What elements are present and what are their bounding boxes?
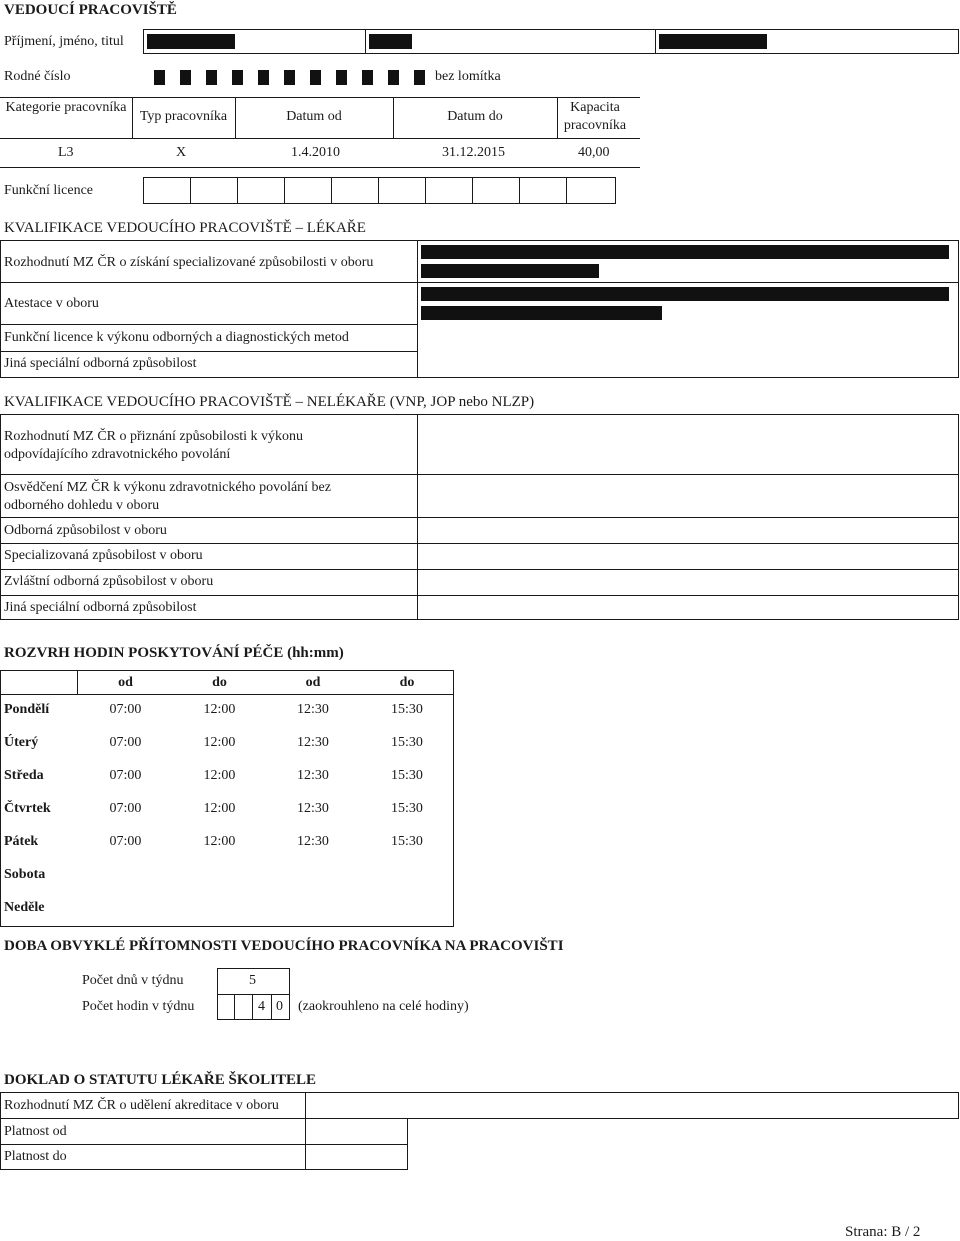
redaction-block bbox=[154, 70, 165, 85]
doctor-qual-row: Rozhodnutí MZ ČR o získání specializované způsobilosti v oboru bbox=[4, 255, 374, 270]
name-divider bbox=[365, 29, 366, 54]
redaction-block bbox=[414, 70, 425, 85]
table-border bbox=[0, 282, 417, 283]
redaction-block bbox=[284, 70, 295, 85]
digit-divider bbox=[234, 994, 235, 1020]
schedule-time-cell: 12:30 bbox=[297, 834, 329, 849]
table-border bbox=[0, 97, 640, 98]
nondoctor-qual-row: Odborná způsobilost v oboru bbox=[4, 523, 167, 538]
hours-note: (zaokrouhleno na celé hodiny) bbox=[298, 999, 469, 1014]
schedule-time-cell: 12:30 bbox=[297, 702, 329, 717]
licence-box-divider bbox=[190, 177, 191, 204]
redaction-block bbox=[147, 34, 235, 49]
nondoctor-qual-row: Zvláštní odborná způsobilost v oboru bbox=[4, 574, 214, 589]
redaction-block bbox=[421, 264, 599, 278]
days-per-week-value: 5 bbox=[249, 973, 256, 988]
schedule-time-cell: 15:30 bbox=[391, 702, 423, 717]
schedule-time-cell: 15:30 bbox=[391, 735, 423, 750]
schedule-header-from: od bbox=[305, 675, 321, 690]
table-border bbox=[0, 138, 640, 139]
redaction-block bbox=[310, 70, 321, 85]
table-border bbox=[0, 569, 959, 570]
name-divider bbox=[655, 29, 656, 54]
licence-box-divider bbox=[331, 177, 332, 204]
licence-box-divider bbox=[566, 177, 567, 204]
redaction-block bbox=[369, 34, 412, 49]
licence-box-divider bbox=[378, 177, 379, 204]
schedule-time-cell: 07:00 bbox=[109, 801, 142, 816]
schedule-day-label: Pátek bbox=[4, 834, 39, 849]
redaction-block bbox=[206, 70, 217, 85]
cell-date-to: 31.12.2015 bbox=[442, 145, 505, 160]
schedule-time-cell: 07:00 bbox=[109, 702, 142, 717]
schedule-time-cell: 12:00 bbox=[203, 801, 236, 816]
table-border bbox=[0, 324, 417, 325]
redaction-block bbox=[180, 70, 191, 85]
redaction-block bbox=[421, 306, 662, 320]
doctor-qual-row: Jiná speciální odborná způsobilost bbox=[4, 356, 197, 371]
col-header-type: Typ pracovníka bbox=[139, 109, 228, 124]
licence-box-divider bbox=[425, 177, 426, 204]
schedule-header-from: od bbox=[118, 675, 133, 690]
licence-box-divider bbox=[519, 177, 520, 204]
hours-per-week-label: Počet hodin v týdnu bbox=[82, 999, 195, 1014]
nondoctor-qual-row: odborného dohledu v oboru bbox=[4, 498, 160, 513]
redaction-block bbox=[421, 245, 949, 259]
cell-type: X bbox=[176, 145, 187, 160]
table-border bbox=[417, 282, 959, 283]
nondoctor-qual-row: Rozhodnutí MZ ČR o přiznání způsobilosti k výkonu bbox=[4, 429, 304, 444]
redaction-block bbox=[232, 70, 243, 85]
schedule-time-cell: 12:00 bbox=[203, 735, 236, 750]
nondoctor-qual-row: odpovídajícího zdravotnického povolání bbox=[4, 447, 231, 462]
schedule-time-cell: 15:30 bbox=[391, 801, 423, 816]
nondoctor-qual-row: Osvědčení MZ ČR k výkonu zdravotnického povolání bez bbox=[4, 480, 331, 495]
name-field[interactable] bbox=[143, 29, 959, 54]
col-header-category: Kategorie pracovníka bbox=[5, 100, 127, 115]
schedule-time-cell: 07:00 bbox=[109, 834, 142, 849]
schedule-time-cell: 12:00 bbox=[203, 768, 236, 783]
redaction-block bbox=[362, 70, 373, 85]
table-border bbox=[0, 543, 959, 544]
trainer-row: Rozhodnutí MZ ČR o udělení akreditace v oboru bbox=[4, 1098, 279, 1113]
schedule-time-cell: 12:00 bbox=[203, 834, 236, 849]
schedule-header-to: do bbox=[399, 675, 415, 690]
schedule-time-cell: 12:30 bbox=[297, 801, 329, 816]
schedule-day-label: Čtvrtek bbox=[4, 801, 51, 816]
licence-box-divider bbox=[472, 177, 473, 204]
schedule-time-cell: 15:30 bbox=[391, 768, 423, 783]
section-title-nondoctor-qual: KVALIFIKACE VEDOUCÍHO PRACOVIŠTĚ – NELÉKAŘE (VNP, JOP nebo NLZP) bbox=[4, 394, 535, 410]
trainer-row: Platnost od bbox=[4, 1124, 67, 1139]
cell-category: L3 bbox=[58, 145, 74, 160]
redaction-block bbox=[336, 70, 347, 85]
table-border bbox=[0, 167, 640, 168]
section-title-doctor-qual: KVALIFIKACE VEDOUCÍHO PRACOVIŠTĚ – LÉKAŘE bbox=[4, 220, 366, 236]
schedule-day-label: Středa bbox=[4, 768, 44, 783]
schedule-header-to: do bbox=[212, 675, 227, 690]
redaction-block bbox=[421, 287, 949, 301]
birth-number-note: bez lomítka bbox=[435, 69, 501, 84]
schedule-time-cell: 07:00 bbox=[109, 735, 142, 750]
hours-digit: 0 bbox=[276, 999, 283, 1014]
cell-capacity: 40,00 bbox=[578, 145, 610, 160]
table-border bbox=[0, 517, 959, 518]
licence-box-row[interactable] bbox=[143, 177, 616, 204]
table-border bbox=[0, 595, 959, 596]
name-label: Příjmení, jméno, titul bbox=[4, 34, 124, 49]
nondoctor-qual-row: Jiná speciální odborná způsobilost bbox=[4, 600, 197, 615]
schedule-time-cell: 12:30 bbox=[297, 735, 329, 750]
section-title-presence: DOBA OBVYKLÉ PŘÍTOMNOSTI VEDOUCÍHO PRACOVNÍKA NA PRACOVIŠTI bbox=[4, 938, 564, 954]
schedule-time-cell: 07:00 bbox=[109, 768, 142, 783]
days-per-week-label: Počet dnů v týdnu bbox=[82, 973, 184, 988]
col-header-capacity: Kapacita pracovníka bbox=[563, 100, 627, 133]
table-border bbox=[305, 1092, 306, 1119]
redaction-block bbox=[659, 34, 767, 49]
birth-number-label: Rodné číslo bbox=[4, 69, 71, 84]
section-title-trainer: DOKLAD O STATUTU LÉKAŘE ŠKOLITELE bbox=[4, 1072, 317, 1088]
digit-divider bbox=[252, 994, 253, 1020]
licence-label: Funkční licence bbox=[4, 183, 94, 198]
table-border bbox=[0, 474, 959, 475]
cell-date-from: 1.4.2010 bbox=[291, 145, 340, 160]
col-header-date-from: Datum od bbox=[286, 109, 342, 124]
trainer-row: Platnost do bbox=[4, 1149, 67, 1164]
doctor-qual-row: Funkční licence k výkonu odborných a diagnostických metod bbox=[4, 330, 349, 345]
table-border bbox=[0, 694, 454, 695]
table-border bbox=[417, 240, 418, 378]
schedule-day-label: Sobota bbox=[4, 867, 46, 882]
table-border bbox=[0, 1144, 408, 1145]
schedule-time-cell: 12:00 bbox=[203, 702, 236, 717]
doctor-qual-row: Atestace v oboru bbox=[4, 296, 99, 311]
redaction-block bbox=[388, 70, 399, 85]
nondoctor-qual-row: Specializovaná způsobilost v oboru bbox=[4, 548, 203, 563]
schedule-day-label: Neděle bbox=[4, 900, 45, 915]
schedule-day-label: Úterý bbox=[4, 735, 39, 750]
digit-divider bbox=[271, 994, 272, 1020]
schedule-day-label: Pondělí bbox=[4, 702, 50, 717]
licence-box-divider bbox=[284, 177, 285, 204]
page-number: Strana: B / 2 bbox=[845, 1224, 921, 1240]
col-header-date-to: Datum do bbox=[447, 109, 503, 124]
section-title-workplace-head: VEDOUCÍ PRACOVIŠTĚ bbox=[4, 2, 177, 18]
section-title-schedule: ROZVRH HODIN POSKYTOVÁNÍ PÉČE (hh:mm) bbox=[4, 645, 344, 661]
licence-box-divider bbox=[237, 177, 238, 204]
redaction-block bbox=[258, 70, 269, 85]
table-border bbox=[0, 351, 417, 352]
schedule-time-cell: 15:30 bbox=[391, 834, 423, 849]
schedule-time-cell: 12:30 bbox=[297, 768, 329, 783]
hours-digit: 4 bbox=[258, 999, 265, 1014]
